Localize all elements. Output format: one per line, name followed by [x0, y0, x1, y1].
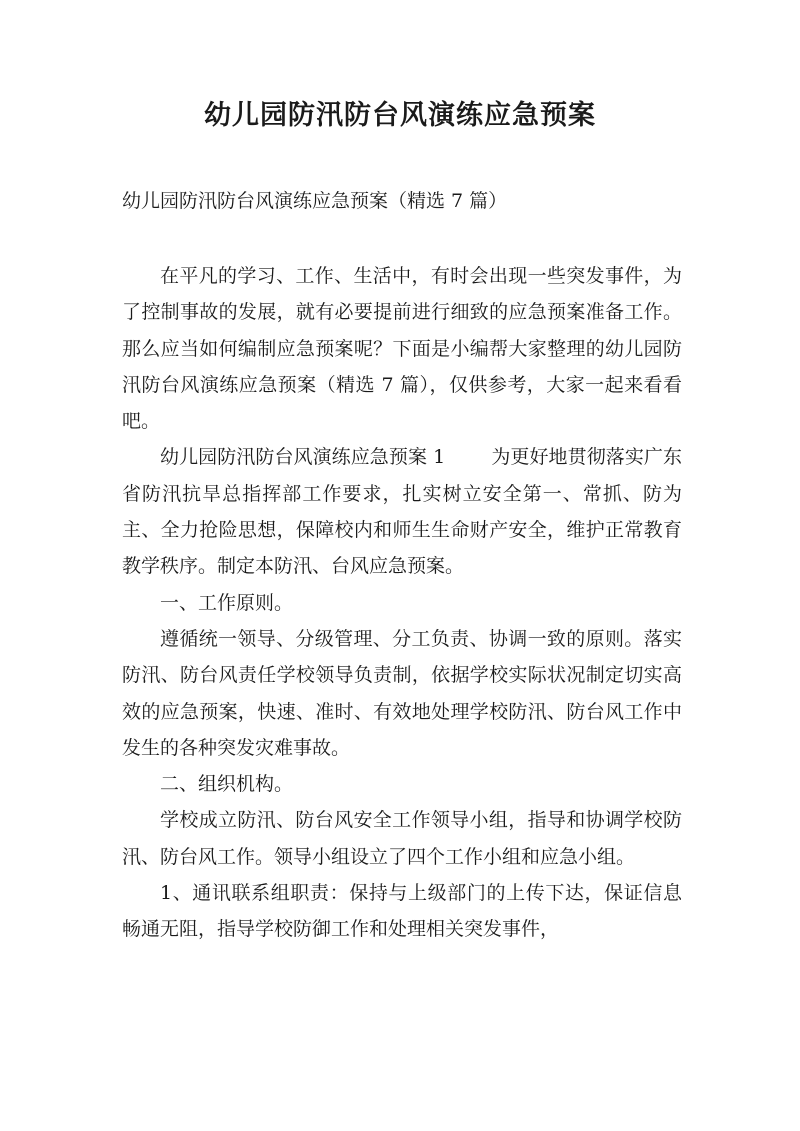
- document-title: 幼儿园防汛防台风演练应急预案: [204, 100, 596, 131]
- intro-paragraph: 在平凡的学习、工作、生活中，有时会出现一些突发事件，为了控制事故的发展，就有必要提前进行细致的应急预案准备工作。那么应当如何编制应急预案呢？下面是小编帮大家整理的幼儿园防汛防台风演练应急预案（精选 7 篇），仅供参考，大家一起来看看吧。: [122, 265, 682, 433]
- communication-group-paragraph: 1、通讯联系组职责：保持与上级部门的上传下达，保证信息畅通无阻，指导学校防御工作和处理相关突发事件，: [122, 882, 682, 941]
- document-body: [122, 258, 682, 948]
- section-1-heading: 幼儿园防汛防台风演练应急预案 1: [160, 446, 446, 469]
- section-1-text: 为更好地贯彻落实广东省防汛抗旱总指挥部工作要求，扎实树立安全第一、常抓、防为主、全力抢险思想，保障校内和师生生命财产安全，维护正常教育教学秩序。制定本防汛、台风应急预案。: [122, 446, 682, 578]
- principle-paragraph: 遵循统一领导、分级管理、分工负责、协调一致的原则。落实防汛、防台风责任学校领导负责制，依据学校实际状况制定切实高效的应急预案，快速、准时、有效地处理学校防汛、防台风工作中发生的各种突发灾难事故。: [122, 627, 682, 759]
- organization-heading: 二、组织机构。: [160, 773, 294, 796]
- organization-paragraph: 学校成立防汛、防台风安全工作领导小组，指导和协调学校防汛、防台风工作。领导小组设立了四个工作小组和应急小组。: [122, 809, 682, 868]
- section-1-paragraph: [122, 439, 682, 584]
- principle-heading: 一、工作原则。: [160, 591, 294, 614]
- document-subtitle: 幼儿园防汛防台风演练应急预案（精选 7 篇）: [122, 190, 508, 212]
